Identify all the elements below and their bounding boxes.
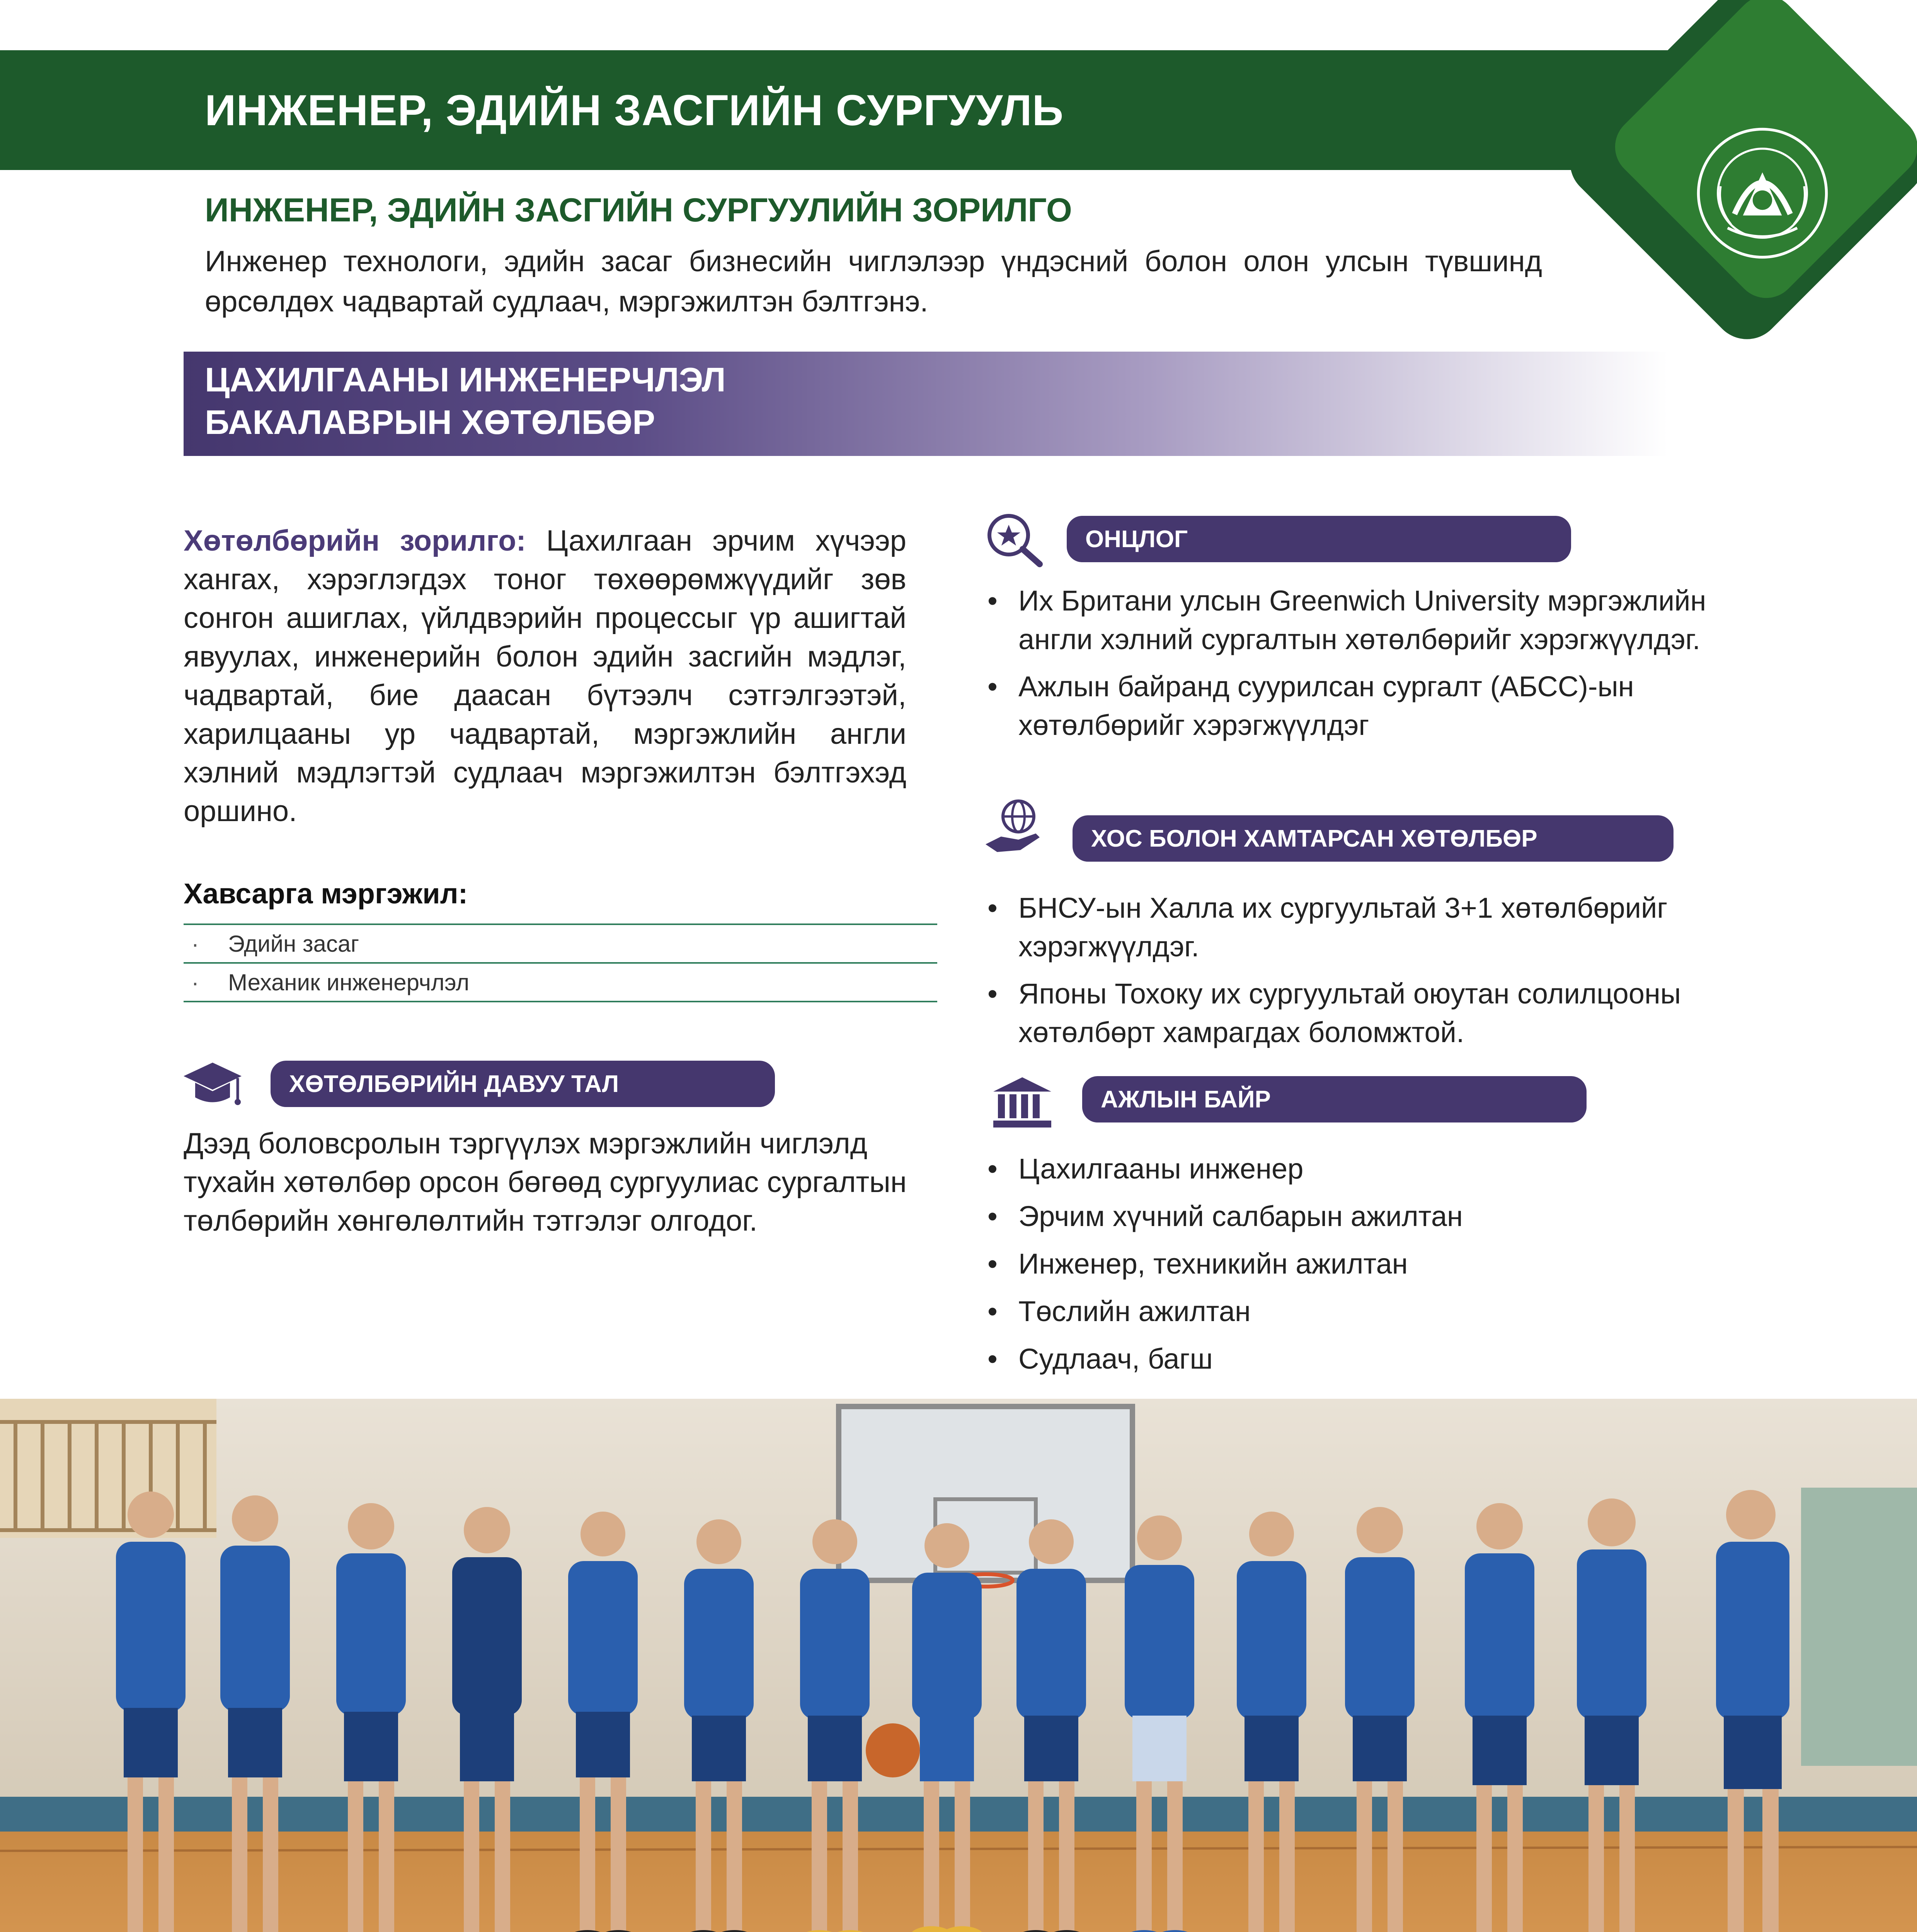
- highlights-list: [980, 582, 1780, 753]
- minor-label: Механик инженерчлэл: [228, 969, 470, 995]
- list-item: • Эрчим хүчний салбарын ажилтан: [980, 1197, 1780, 1236]
- graduation-cap-icon: [180, 1055, 245, 1113]
- team-photo: [0, 1399, 1917, 1932]
- search-star-icon: [982, 510, 1047, 568]
- jobs-list: [980, 1150, 1780, 1387]
- minor-bullet: ·: [191, 969, 199, 995]
- minor-row: [184, 964, 937, 1002]
- list-item: • Ажлын байранд суурилсан сургалт (АБСС)-ын хөтөлбөрийг хэрэгжүүлдэг: [980, 667, 1780, 745]
- advantage-title: ХӨТӨЛБӨРИЙН ДАВУУ ТАЛ: [271, 1061, 775, 1107]
- list-item: • Их Британи улсын Greenwich University мэргэжлийн англи хэлний сургалтын хөтөлбөрийг хэрэгжүүлдэг.: [980, 582, 1780, 659]
- program-goal-text: Цахилгаан эрчим хүчээр хангах, хэрэглэгдэх тоног төхөөрөмжүүдийг зөв сонгон ашиглах, үйлдвэрийн процессыг үр ашигтай явуулах, инженерийн болон эдийн засгийн мэдлэг, чадвартай, бие даасан бүтээлч сэтгэлгээтэй, харилцааны ур чадвартай, мэргэжлийн англи хэлний мэдлэгтэй судлаач мэргэжилтэн бэлтгэхэд оршино.: [184, 524, 906, 828]
- globe-hand-icon: [982, 798, 1047, 856]
- program-goal: [184, 522, 906, 831]
- dual-program-title: ХОС БОЛОН ХАМТАРСАН ХӨТӨЛБӨР: [1073, 815, 1674, 862]
- minor-bullet: ·: [191, 930, 199, 957]
- list-item: • Төслийн ажилтан: [980, 1292, 1780, 1331]
- minor-label: Эдийн засаг: [228, 930, 359, 957]
- list-item: • БНСУ-ын Халла их сургуультай 3+1 хөтөлбөрийг хэрэгжүүлдэг.: [980, 889, 1780, 966]
- list-item: • Японы Тохоку их сургуультай оюутан солилцооны хөтөлбөрт хамрагдах боломжтой.: [980, 975, 1780, 1052]
- highlights-title: ОНЦЛОГ: [1067, 516, 1571, 562]
- page-title: ИНЖЕНЕР, ЭДИЙН ЗАСГИЙН СУРГУУЛЬ: [205, 86, 1064, 134]
- list-item: • Судлаач, багш: [980, 1340, 1780, 1378]
- program-title-line1: ЦАХИЛГААНЫ ИНЖЕНЕРЧЛЭЛ: [205, 361, 726, 399]
- program-goal-label: Хөтөлбөрийн зорилго:: [184, 524, 526, 557]
- list-item: • Цахилгааны инженер: [980, 1150, 1780, 1188]
- program-title-line2: БАКАЛАВРЫН ХӨТӨЛБӨР: [205, 403, 655, 441]
- bank-building-icon: [989, 1074, 1055, 1132]
- program-title: [205, 359, 726, 444]
- advantage-text: Дээд боловсролын тэргүүлэх мэргэжлийн чиглэлд тухайн хөтөлбөр орсон бөгөөд сургуулиас сургалтын төлбөрийн хөнгөлөлтийн тэтгэлэг олгодог.: [184, 1127, 907, 1237]
- mission-heading: ИНЖЕНЕР, ЭДИЙН ЗАСГИЙН СУРГУУЛИЙН ЗОРИЛГО: [205, 192, 1072, 229]
- minors-heading: Хавсарга мэргэжил:: [184, 878, 468, 910]
- mission-text: Инженер технологи, эдийн засаг бизнесийн чиглэлээр үндэсний болон олон улсын түвшинд өрсөлдөх чадвартай судлаач, мэргэжилтэн бэлтгэнэ.: [205, 245, 1542, 318]
- minor-row: [184, 925, 937, 964]
- list-item: • Инженер, техникийн ажилтан: [980, 1245, 1780, 1283]
- dual-program-list: [980, 889, 1780, 1060]
- jobs-title: АЖЛЫН БАЙР: [1082, 1076, 1587, 1122]
- university-logo: [1693, 124, 1832, 263]
